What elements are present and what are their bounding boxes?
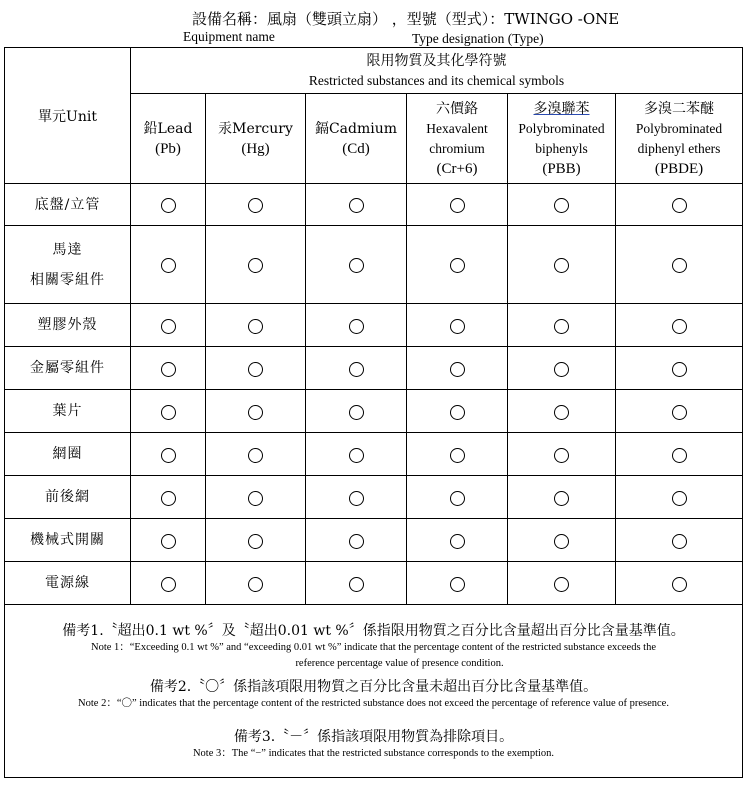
circle-mark (349, 258, 364, 273)
circle-mark (554, 448, 569, 463)
table-row (5, 562, 743, 605)
col-header-cadmium: 鎘Cadmium (Cd) (306, 94, 407, 184)
circle-mark (349, 448, 364, 463)
circle-mark (248, 362, 263, 377)
circle-mark (554, 258, 569, 273)
unit-header (5, 48, 131, 184)
note-2-zh: 備考2.〝〇〞係指該項限用物質之百分比含量未超出百分比含量基準值。 (149, 679, 598, 695)
circle-mark (349, 319, 364, 334)
circle-mark (450, 198, 465, 213)
circle-mark (349, 198, 364, 213)
circle-mark (161, 448, 176, 463)
circle-mark (450, 534, 465, 549)
circle-mark (161, 491, 176, 506)
circle-mark (672, 491, 687, 506)
circle-mark (450, 258, 465, 273)
circle-mark (672, 319, 687, 334)
note-1-zh: 備考1.〝超出0.1 wt %〞及〝超出0.01 wt %〞係指限用物質之百分比含量超出百分比含量基準值。 (62, 623, 685, 639)
table-row (5, 184, 743, 226)
circle-mark (248, 405, 263, 420)
col-header-pbde: 多溴二苯醚 Polybrominated diphenyl ethers (PBDE) (616, 94, 743, 184)
circle-mark (554, 491, 569, 506)
notes-cell (5, 605, 743, 778)
row-label: 底盤/立管 (5, 184, 131, 226)
circle-mark (248, 577, 263, 592)
group-label-en: Restricted substances and its chemical symbols (308, 72, 565, 88)
document-header (0, 0, 746, 48)
circle-mark (672, 534, 687, 549)
circle-mark (672, 577, 687, 592)
note-3-zh: 備考3.〝－〞係指該項限用物質為排除項目。 (233, 729, 514, 745)
circle-mark (672, 198, 687, 213)
circle-mark (161, 534, 176, 549)
circle-mark (672, 448, 687, 463)
row-label: 機械式開關 (5, 519, 131, 562)
note-3-en: Note 3：The “−” indicates that the restricted substance corresponds to the exemption. (192, 748, 555, 759)
circle-mark (161, 198, 176, 213)
circle-mark (450, 319, 465, 334)
circle-mark (450, 491, 465, 506)
circle-mark (349, 534, 364, 549)
circle-mark (161, 362, 176, 377)
circle-mark (672, 362, 687, 377)
circle-mark (161, 577, 176, 592)
circle-mark (248, 448, 263, 463)
circle-mark (248, 491, 263, 506)
col-header-mercury: 汞Mercury (Hg) (206, 94, 306, 184)
table-row (5, 226, 743, 304)
table-row (5, 476, 743, 519)
circle-mark (450, 362, 465, 377)
circle-mark (450, 405, 465, 420)
circle-mark (248, 198, 263, 213)
circle-mark (554, 405, 569, 420)
circle-mark (554, 577, 569, 592)
circle-mark (554, 534, 569, 549)
circle-mark (349, 491, 364, 506)
table-row (5, 304, 743, 347)
notes-row (5, 605, 743, 778)
circle-mark (161, 405, 176, 420)
col-header-pbb: 多溴聯苯 Polybrominated biphenyls (PBB) (508, 94, 616, 184)
unit-label: 單元Unit (38, 108, 97, 125)
group-label-zh: 限用物質及其化學符號 (366, 52, 507, 69)
note-2-en: Note 2：“〇” indicates that the percentage content of the restricted substance does not exceed the percentage of reference value of presence. (78, 698, 669, 709)
circle-mark (554, 198, 569, 213)
col-header-hexavalent-chromium: 六價鉻 Hexavalent chromium (Cr+6) (407, 94, 508, 184)
table-row (5, 519, 743, 562)
row-label: 金屬零組件 (5, 347, 131, 390)
row-label: 前後網 (5, 476, 131, 519)
col-header-lead: 鉛Lead (Pb) (131, 94, 206, 184)
row-label: 馬達 相關零組件 (5, 226, 131, 304)
circle-mark (248, 258, 263, 273)
circle-mark (672, 405, 687, 420)
circle-mark (450, 577, 465, 592)
restricted-substances-table (4, 47, 743, 778)
substances-group-header (131, 48, 743, 94)
table-row (5, 347, 743, 390)
circle-mark (450, 448, 465, 463)
equipment-name-en: Equipment name (183, 29, 275, 44)
note-1-en: Note 1：“Exceeding 0.1 wt %” and “exceeding 0.01 wt %” indicate that the percentage content of the restricted substance exceeds the (90, 642, 657, 653)
table-row (5, 433, 743, 476)
circle-mark (248, 534, 263, 549)
circle-mark (349, 362, 364, 377)
circle-mark (349, 577, 364, 592)
row-label: 網圈 (5, 433, 131, 476)
circle-mark (161, 319, 176, 334)
circle-mark (349, 405, 364, 420)
circle-mark (248, 319, 263, 334)
row-label: 葉片 (5, 390, 131, 433)
table-row (5, 390, 743, 433)
circle-mark (554, 319, 569, 334)
circle-mark (672, 258, 687, 273)
row-label: 塑膠外殼 (5, 304, 131, 347)
type-designation-en: Type designation (Type) (412, 31, 544, 46)
circle-mark (161, 258, 176, 273)
row-label: 電源線 (5, 562, 131, 605)
circle-mark (554, 362, 569, 377)
equipment-line: 設備名稱：風扇（雙頭立扇） ，型號（型式）：TWINGO -ONE (192, 10, 620, 28)
note-1-en-cont: reference percentage value of presence condition. (295, 658, 504, 669)
